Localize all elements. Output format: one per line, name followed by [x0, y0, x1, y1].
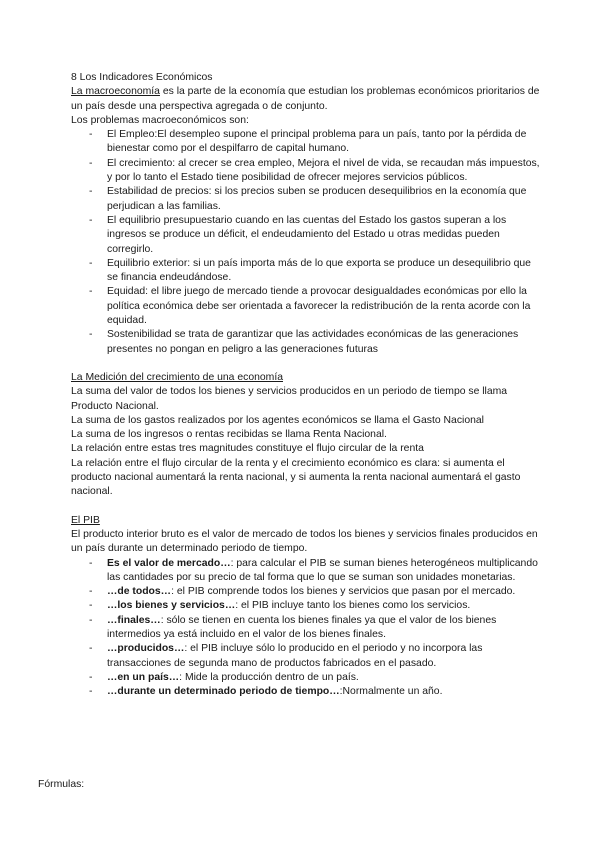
document-page: [71, 71, 541, 699]
list-item-bold: …producidos…: [107, 643, 185, 655]
list-item: - El Empleo:El desempleo supone el principal problema para un país, tanto por la pérdida de bienestar como por el despilfarro de capital humano.: [71, 128, 541, 157]
list-item: [71, 585, 541, 599]
paragraph: La relación entre estas tres magnitudes constituye el flujo circular de la renta: [71, 443, 424, 455]
pib-definition: El producto interior bruto es el valor de mercado de todos los bienes y servicios finales producidos en un país durante un determinado periodo de tiempo.: [71, 528, 538, 555]
list-item: [71, 614, 541, 643]
list-item-text: : el PIB comprende todos los bienes y servicios que pasan por el mercado.: [171, 586, 516, 598]
list-item-text: : Mide la producción dentro de un país.: [179, 671, 359, 683]
list-item-text: : para calcular el PIB se suman bienes heterogéneos multiplicando las cantidades por su precio de tal forma que lo que se suman son unidades monetarias.: [107, 557, 538, 583]
list-item-bold: Es el valor de mercado…: [107, 557, 231, 569]
list-item: [71, 685, 541, 699]
section2-heading: La Medición del crecimiento de una economía: [71, 371, 283, 383]
list-item: - Equidad: el libre juego de mercado tiende a provocar desigualdades económicas por ello la política económica debe ser orientada a favorecer la redistribución de la renta acorde con la equidad.: [71, 285, 541, 328]
list-item: - El equilibrio presupuestario cuando en las cuentas del Estado los gastos superan a los ingresos se produce un déficit, el endeudamiento del Estado u otras medidas pueden corregirlo.: [71, 214, 541, 257]
paragraph: La suma de los ingresos o rentas recibidas se llama Renta Nacional.: [71, 429, 387, 441]
list-item-bold: …durante un determinado periodo de tiempo…: [107, 686, 340, 698]
list-item-bold: …los bienes y servicios…: [107, 600, 236, 612]
list-item-text: : sólo se tienen en cuenta los bienes finales ya que el valor de los bienes intermedios ya está incluido en el valor de los bienes finales.: [107, 614, 497, 640]
section1-heading: 8 Los Indicadores Económicos: [71, 72, 213, 83]
list-item-text: : el PIB incluye tanto los bienes como los servicios.: [235, 600, 471, 612]
problems-intro: Los problemas macroeconómicos son:: [71, 114, 249, 126]
list-item-text: :Normalmente un año.: [339, 686, 443, 698]
list-item: [71, 599, 541, 613]
macroeconomia-definition-text: es la parte de la economía que estudian los problemas económicos prioritarios de un país desde una perspectiva agregada o de conjunto.: [71, 86, 540, 112]
list-item-bold: …finales…: [107, 614, 161, 626]
problems-list: [71, 128, 541, 357]
list-item: - El crecimiento: al crecer se crea empleo, Mejora el nivel de vida, se recaudan más impuestos, y por lo tanto el Estado tiene posibilidad de ofrecer mejores servicios públicos.: [71, 157, 541, 186]
section3-heading: El PIB: [71, 514, 100, 526]
list-item-text: : el PIB incluye sólo lo producido en el periodo y no incorpora las transacciones de segunda mano de productos fabricados en el pasado.: [107, 643, 483, 669]
list-item: - Equilibrio exterior: si un país importa más de lo que exporta se produce un desequilibrio que se financia endeudándose.: [71, 257, 541, 286]
list-item-bold: …de todos…: [107, 586, 172, 598]
list-item: [71, 642, 541, 671]
list-item-bold: …en un país…: [107, 671, 180, 683]
list-item: - Sostenibilidad se trata de garantizar que las actividades económicas de las generaciones presentes no pongan en peligro a las generaciones futuras: [71, 328, 541, 357]
paragraph: La relación entre el flujo circular de la renta y el crecimiento económico es clara: si aumenta el producto nacional aumentará la renta nacional, y si aumenta la renta nacional aumentará el gasto nacional.: [71, 457, 521, 498]
list-item: [71, 557, 541, 586]
paragraph: La suma del valor de todos los bienes y servicios producidos en un periodo de tiempo se llama Producto Nacional.: [71, 386, 508, 412]
list-item: [71, 671, 541, 685]
list-item: - Estabilidad de precios: si los precios suben se producen desequilibrios en la economía que perjudican a las familias.: [71, 185, 541, 214]
macroeconomia-term: La macroeconomía: [71, 86, 160, 98]
pib-list: [71, 557, 541, 700]
paragraph: La suma de los gastos realizados por los agentes económicos se llama el Gasto Nacional: [71, 414, 484, 426]
macroeconomia-definition: [71, 85, 541, 114]
formulas-label: Fórmulas:: [38, 779, 85, 790]
